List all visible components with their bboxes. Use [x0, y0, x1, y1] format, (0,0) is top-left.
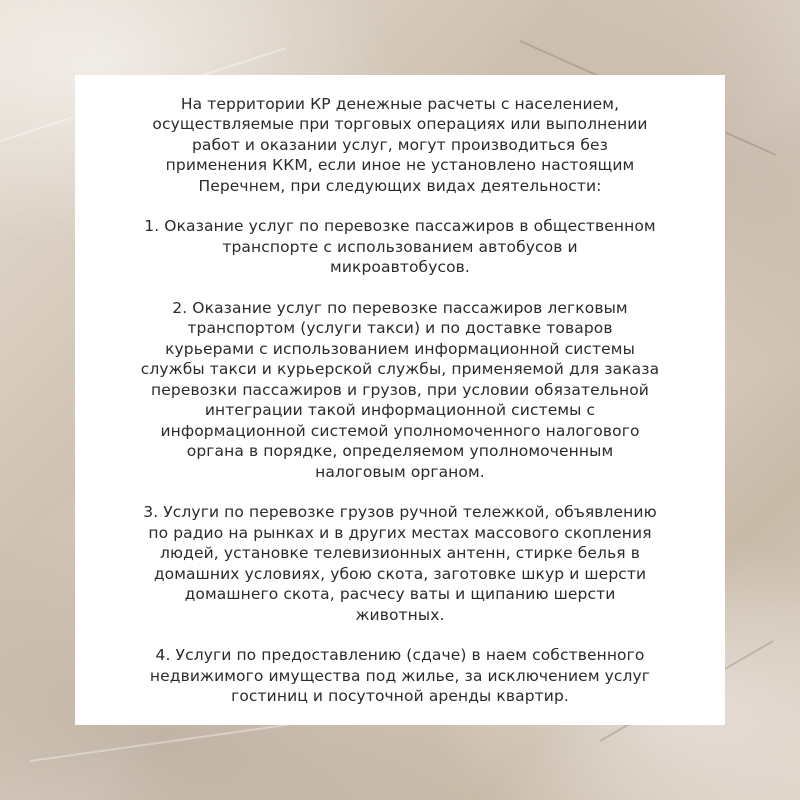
text-card: [75, 75, 725, 725]
list-item-2: 2. Оказание услуг по перевозке пассажиров легковым транспортом (услуги такси) и по доставке товаров курьерами с использованием информационной системы службы такси и курьерской службы, применяемой для заказа перевозки пассажиров и грузов, при условии обязательной интеграции такой информационной системы с информационной системой уполномоченного налогового органа в порядке, определяемом уполномоченным налоговым органом.: [140, 298, 660, 481]
list-item-3: 3. Услуги по перевозке грузов ручной тележкой, объявлению по радио на рынках и в других местах массового скопления людей, установке телевизионных антенн, стирке белья в домашних условиях, убою скота, заготовке шкур и шерсти домашнего скота, расчесу ваты и щипанию шерсти животных.: [143, 503, 657, 624]
paper-crease: [30, 724, 288, 762]
intro-paragraph: На территории КР денежные расчеты с населением, осуществляемые при торговых операциях или выполнении работ и оказании услуг, могут производиться без применения ККМ, если иное не установлено настоящим Перечнем, при следующих видах деятельности:: [152, 94, 648, 195]
list-item-1: 1. Оказание услуг по перевозке пассажиров в общественном транспорте с использованием автобусов и микроавтобусов.: [144, 217, 656, 276]
list-item-4: 4. Услуги по предоставлению (сдаче) в наем собственного недвижимого имущества под жилье, за исключением услуг гостиниц и посуточной аренды квартир.: [149, 646, 651, 705]
